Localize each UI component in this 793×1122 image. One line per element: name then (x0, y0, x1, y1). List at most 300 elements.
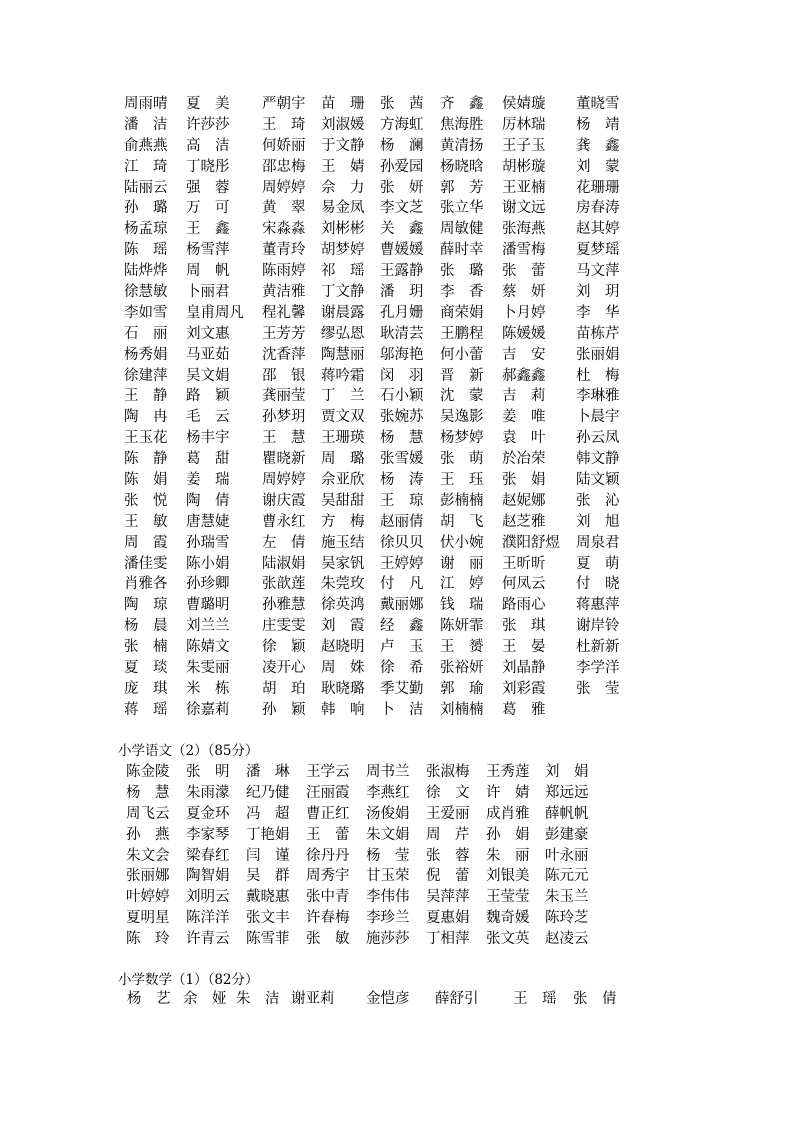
student-name: 苗 珊 (321, 96, 365, 112)
student-name: 张 萌 (440, 451, 484, 468)
student-name: 杜新新 (576, 639, 620, 656)
student-name: 江 婷 (440, 576, 484, 593)
student-name: 朱文娟 (366, 826, 410, 843)
student-name: 米 栋 (186, 680, 230, 697)
student-name: 夏 琰 (124, 660, 168, 677)
student-name: 付 晓 (576, 576, 620, 593)
student-name: 周 姝 (321, 660, 365, 677)
student-name: 张丽娟 (576, 346, 620, 363)
student-name: 易金凤 (321, 200, 365, 217)
student-name: 曹璐明 (186, 597, 230, 614)
student-name: 赵其婷 (576, 221, 620, 238)
student-name: 程礼馨 (262, 304, 306, 321)
student-name: 杨 涛 (380, 472, 424, 489)
student-name: 闵 羽 (380, 367, 424, 384)
student-name: 孙云凤 (576, 430, 620, 447)
student-name: 夏惠娟 (426, 910, 470, 927)
student-name: 王 赟 (440, 639, 484, 656)
student-name: 徐 希 (380, 660, 424, 677)
student-name: 吴逸影 (440, 409, 484, 426)
student-name: 赵丽倩 (380, 513, 424, 530)
student-name: 朱 丽 (486, 847, 530, 864)
student-name: 闫 谨 (246, 847, 290, 864)
student-name: 陶 琼 (124, 597, 168, 614)
student-name: 徐丹丹 (306, 847, 350, 864)
student-name: 王 敏 (124, 513, 168, 530)
student-name: 瞿晓新 (262, 451, 306, 468)
student-name: 汪丽霞 (306, 784, 350, 801)
student-name: 陶 冉 (124, 409, 168, 426)
student-name: 潘 玥 (380, 284, 424, 301)
student-name: 郭 瑜 (440, 680, 484, 697)
student-name: 杜 梅 (576, 367, 620, 384)
student-name: 於冶荣 (502, 451, 546, 468)
student-name: 马亚茹 (186, 346, 230, 363)
student-name: 谢 丽 (440, 555, 484, 572)
student-name: 王亚楠 (502, 179, 546, 196)
student-name: 何小蕾 (440, 346, 484, 363)
student-name: 袁 叶 (502, 430, 546, 447)
student-name: 孙梦玥 (262, 409, 306, 426)
student-name: 晋 新 (440, 367, 484, 384)
student-name: 陈洋洋 (186, 910, 230, 927)
student-name: 孙 娟 (486, 826, 530, 843)
student-name: 李伟伟 (366, 889, 410, 906)
student-name: 邬海艳 (380, 346, 424, 363)
student-name: 万 可 (186, 200, 230, 217)
student-name: 夏梦瑶 (576, 242, 620, 259)
student-name: 夏金环 (186, 805, 230, 822)
student-name: 刘淑媛 (321, 116, 365, 133)
student-name: 苗栋芹 (576, 325, 620, 342)
student-name: 杨孟琼 (124, 221, 168, 238)
student-name: 徐建萍 (124, 367, 168, 384)
student-name: 侯婧璇 (502, 96, 546, 112)
student-name: 陆文颖 (576, 472, 620, 489)
student-name: 郑远远 (545, 784, 589, 801)
student-name: 吉 安 (502, 346, 546, 363)
student-name: 李 香 (440, 284, 484, 301)
student-name: 潘 琳 (246, 764, 290, 780)
student-name: 丁 兰 (321, 388, 365, 405)
student-name: 刘 旭 (576, 513, 620, 530)
student-name: 戴丽娜 (380, 597, 424, 614)
student-name: 路 颖 (186, 388, 230, 405)
student-name: 夏明星 (126, 910, 170, 927)
student-name: 焦海胜 (440, 116, 484, 133)
student-name: 皇甫周凡 (186, 304, 244, 321)
student-name: 张歆莲 (262, 576, 306, 593)
student-name: 薛帆帆 (545, 805, 589, 822)
student-name: 施莎莎 (366, 931, 410, 948)
student-name: 孙 燕 (126, 826, 170, 843)
student-name: 王爱丽 (426, 805, 470, 822)
student-name: 周 霞 (124, 534, 168, 551)
student-name: 李 华 (576, 304, 620, 321)
student-name: 张海燕 (502, 221, 546, 238)
student-name: 刘明云 (186, 889, 230, 906)
student-name: 刘 霞 (321, 618, 365, 635)
student-name: 周秀宇 (306, 868, 350, 885)
student-name: 张 倩 (573, 991, 617, 1007)
student-name: 陶智娟 (186, 868, 230, 885)
student-name: 张丽娜 (126, 868, 170, 885)
student-name: 凌开心 (262, 660, 306, 677)
student-name: 蒋 瑶 (124, 701, 168, 718)
student-name: 王 静 (124, 388, 168, 405)
student-name: 石小颖 (380, 388, 424, 405)
student-name: 蔡 妍 (502, 284, 546, 301)
student-name: 龚 鑫 (576, 137, 620, 154)
student-name: 张淑梅 (426, 764, 470, 780)
student-name: 杨 莹 (366, 847, 410, 864)
student-name: 张 沁 (576, 492, 620, 509)
student-name: 倪 蕾 (426, 868, 470, 885)
student-name: 张 妍 (380, 179, 424, 196)
student-name: 陈 瑶 (124, 242, 168, 259)
student-name: 汤俊娟 (366, 805, 410, 822)
student-name: 蒋惠萍 (576, 597, 620, 614)
student-name: 毛 云 (186, 409, 230, 426)
student-name: 谢文远 (502, 200, 546, 217)
student-name: 周婷婷 (262, 179, 306, 196)
student-name: 王珊瑛 (321, 430, 365, 447)
student-name: 薛舒引 (435, 991, 479, 1007)
student-name: 王 琼 (380, 492, 424, 509)
student-name: 江 琦 (124, 158, 168, 175)
student-name: 董晓雪 (576, 96, 620, 112)
student-name: 胡梦婷 (321, 242, 365, 259)
student-name: 刘 玥 (576, 284, 620, 301)
student-name: 房春涛 (576, 200, 620, 217)
student-name: 王莹莹 (486, 889, 530, 906)
student-name: 龚丽莹 (262, 388, 306, 405)
student-name: 杨 慧 (126, 784, 170, 801)
student-name: 王 瑶 (513, 991, 557, 1007)
student-name: 周敏健 (440, 221, 484, 238)
student-name: 张 茜 (380, 96, 424, 112)
student-name: 陈妍霏 (440, 618, 484, 635)
student-name: 胡 珀 (262, 680, 306, 697)
student-name: 王昕昕 (502, 555, 546, 572)
student-name: 王秀莲 (486, 764, 530, 780)
student-name: 卢 玉 (380, 639, 424, 656)
student-name: 曹媛媛 (380, 242, 424, 259)
student-name: 陆烨烨 (124, 263, 168, 280)
student-name: 李燕红 (366, 784, 410, 801)
student-name: 王 婧 (321, 158, 365, 175)
student-name: 赵晓明 (321, 639, 365, 656)
student-name: 陆淑娟 (262, 555, 306, 572)
student-name: 陈婧文 (186, 639, 230, 656)
student-name: 胡彬璇 (502, 158, 546, 175)
student-name: 关 鑫 (380, 221, 424, 238)
student-name: 刘晶静 (502, 660, 546, 677)
student-name: 孙 璐 (124, 200, 168, 217)
student-name: 伏小婉 (440, 534, 484, 551)
student-name: 吴萍萍 (426, 889, 470, 906)
student-name: 张裕妍 (440, 660, 484, 677)
student-name: 杨 慧 (380, 430, 424, 447)
student-name: 濮阳舒煜 (502, 534, 560, 551)
student-name: 黄 翠 (262, 200, 306, 217)
section-title-math-1: 小学数学（1）（82分） (118, 972, 259, 988)
student-name: 夏 萌 (576, 555, 620, 572)
student-name: 赵妮娜 (502, 492, 546, 509)
student-name: 许春梅 (306, 910, 350, 927)
student-name: 姜 唯 (502, 409, 546, 426)
student-name: 厉林瑞 (502, 116, 546, 133)
student-name: 张婉苏 (380, 409, 424, 426)
student-name: 孙珍卿 (186, 576, 230, 593)
student-name: 丁相萍 (426, 931, 470, 948)
student-name: 葛 雅 (502, 701, 546, 718)
student-name: 周飞云 (126, 805, 170, 822)
student-name: 肖雅各 (124, 576, 168, 593)
student-name: 王婷婷 (380, 555, 424, 572)
student-name: 许青云 (186, 931, 230, 948)
student-name: 葛 甜 (186, 451, 230, 468)
student-name: 刘彬彬 (321, 221, 365, 238)
student-name: 方海虹 (380, 116, 424, 133)
student-name: 王子玉 (502, 137, 546, 154)
student-name: 吴家钒 (321, 555, 365, 572)
student-name: 陈玲芝 (545, 910, 589, 927)
student-name: 陶慧丽 (321, 346, 365, 363)
student-name: 王学云 (306, 764, 350, 780)
student-name: 冯 超 (246, 805, 290, 822)
student-name: 何娇丽 (262, 137, 306, 154)
student-name: 钱 瑞 (440, 597, 484, 614)
student-name: 刘银美 (486, 868, 530, 885)
student-name: 施玉结 (321, 534, 365, 551)
student-name: 张 楠 (124, 639, 168, 656)
student-name: 孙雅慧 (262, 597, 306, 614)
student-name: 唐慧婕 (186, 513, 230, 530)
student-name: 谢岸铃 (576, 618, 620, 635)
student-name: 张 蕾 (502, 263, 546, 280)
student-name: 李如雪 (124, 304, 168, 321)
student-name: 蒋吟霜 (321, 367, 365, 384)
student-name: 朱文会 (126, 847, 170, 864)
student-name: 张 璐 (440, 263, 484, 280)
student-name: 张 敏 (306, 931, 350, 948)
student-name: 张立华 (440, 200, 484, 217)
student-name: 叶婷婷 (126, 889, 170, 906)
student-name: 张 琪 (502, 618, 546, 635)
student-name: 薛时幸 (440, 242, 484, 259)
student-name: 丁晓彤 (186, 158, 230, 175)
student-name: 耿清芸 (380, 325, 424, 342)
student-name: 陈 静 (124, 451, 168, 468)
student-name: 石 丽 (124, 325, 168, 342)
student-name: 赵凌云 (545, 931, 589, 948)
student-name: 孙瑞雪 (186, 534, 230, 551)
student-name: 何凤云 (502, 576, 546, 593)
student-name: 宋淼淼 (262, 221, 306, 238)
student-name: 周 璐 (321, 451, 365, 468)
student-name: 陆丽云 (124, 179, 168, 196)
student-name: 成肖雅 (486, 805, 530, 822)
student-name: 胡 飞 (440, 513, 484, 530)
student-name: 徐 颖 (262, 639, 306, 656)
student-name: 张雪媛 (380, 451, 424, 468)
student-name: 高 洁 (186, 137, 230, 154)
student-name: 王 珏 (440, 472, 484, 489)
student-name: 周书兰 (366, 764, 410, 780)
student-name: 刘楠楠 (440, 701, 484, 718)
student-name: 谢亚莉 (291, 991, 335, 1007)
student-name: 孙 颖 (262, 701, 306, 718)
student-name: 沈香萍 (262, 346, 306, 363)
student-name: 耿晓璐 (321, 680, 365, 697)
student-name: 曹正红 (306, 805, 350, 822)
student-name: 庄雯雯 (262, 618, 306, 635)
student-name: 吴 群 (246, 868, 290, 885)
student-name: 周泉君 (576, 534, 620, 551)
student-name: 周 芹 (426, 826, 470, 843)
student-name: 金恺彦 (366, 991, 410, 1007)
student-name: 王玉花 (124, 430, 168, 447)
student-name: 缪弘恩 (321, 325, 365, 342)
student-name: 王 慧 (262, 430, 306, 447)
student-name: 朱 洁 (236, 991, 280, 1007)
student-name: 付 凡 (380, 576, 424, 593)
student-name: 周雨晴 (124, 96, 168, 112)
student-name: 潘佳雯 (124, 555, 168, 572)
student-name: 李家琴 (186, 826, 230, 843)
student-name: 李琳雅 (576, 388, 620, 405)
student-name: 徐英鸿 (321, 597, 365, 614)
student-name: 魏奇媛 (486, 910, 530, 927)
student-name: 张 莹 (576, 680, 620, 697)
student-name: 谢晨露 (321, 304, 365, 321)
student-name: 朱雨濛 (186, 784, 230, 801)
student-name: 吴甜甜 (321, 492, 365, 509)
student-name: 董青玲 (262, 242, 306, 259)
student-name: 路雨心 (502, 597, 546, 614)
student-name: 王 晏 (502, 639, 546, 656)
student-name: 郭 芳 (440, 179, 484, 196)
student-name: 彭建豪 (545, 826, 589, 843)
student-name: 邵忠梅 (262, 158, 306, 175)
student-name: 张文丰 (246, 910, 290, 927)
student-name: 张 悦 (124, 492, 168, 509)
student-name: 吴文娟 (186, 367, 230, 384)
student-name: 陈小娟 (186, 555, 230, 572)
student-name: 刘兰兰 (186, 618, 230, 635)
student-name: 李学洋 (576, 660, 620, 677)
student-name: 刘彩霞 (502, 680, 546, 697)
student-name: 卜 洁 (380, 701, 424, 718)
student-name: 梁春红 (186, 847, 230, 864)
student-name: 经 鑫 (380, 618, 424, 635)
student-name: 许 婧 (486, 784, 530, 801)
student-name: 孔月姗 (380, 304, 424, 321)
student-name: 潘雪梅 (502, 242, 546, 259)
student-name: 庞 琪 (124, 680, 168, 697)
student-name: 张文英 (486, 931, 530, 948)
student-name: 卜丽君 (186, 284, 230, 301)
student-name: 杨秀娟 (124, 346, 168, 363)
student-name: 孙爱园 (380, 158, 424, 175)
student-name: 张 明 (186, 764, 230, 780)
student-name: 王鹏程 (440, 325, 484, 342)
student-name: 赵芝雅 (502, 513, 546, 530)
student-name: 卜晨宇 (576, 409, 620, 426)
student-name: 佘 力 (321, 179, 365, 196)
student-name: 杨 晨 (124, 618, 168, 635)
student-name: 邵 银 (262, 367, 306, 384)
student-name: 张中青 (306, 889, 350, 906)
student-name: 沈 蒙 (440, 388, 484, 405)
student-name: 刘文惠 (186, 325, 230, 342)
student-name: 张 娟 (502, 472, 546, 489)
student-name: 杨雪萍 (186, 242, 230, 259)
student-name: 卜月婷 (502, 304, 546, 321)
student-name: 戴晓惠 (246, 889, 290, 906)
student-name: 杨 靖 (576, 116, 620, 133)
student-name: 黄洁雅 (262, 284, 306, 301)
student-name: 姜 瑞 (186, 472, 230, 489)
student-name: 徐嘉莉 (186, 701, 230, 718)
student-name: 陈 娟 (124, 472, 168, 489)
student-name: 方 梅 (321, 513, 365, 530)
student-name: 李文芝 (380, 200, 424, 217)
student-name: 周婷婷 (262, 472, 306, 489)
student-name: 陈媛媛 (502, 325, 546, 342)
student-name: 潘 洁 (124, 116, 168, 133)
student-name: 陈雨婷 (262, 263, 306, 280)
student-name: 许莎莎 (186, 116, 230, 133)
student-name: 甘玉荣 (366, 868, 410, 885)
student-name: 徐慧敏 (124, 284, 168, 301)
student-name: 陈雪菲 (246, 931, 290, 948)
student-name: 徐 文 (426, 784, 470, 801)
student-name: 季艾勤 (380, 680, 424, 697)
student-name: 于文静 (321, 137, 365, 154)
student-name: 马文萍 (576, 263, 620, 280)
student-name: 杨 艺 (127, 991, 171, 1007)
student-name: 黄清扬 (440, 137, 484, 154)
student-name: 王 蕾 (306, 826, 350, 843)
student-name: 王芳芳 (262, 325, 306, 342)
student-name: 陈金陵 (126, 764, 170, 780)
student-name: 曹永红 (262, 513, 306, 530)
student-name: 杨 澜 (380, 137, 424, 154)
student-name: 张 蓉 (426, 847, 470, 864)
student-name: 彭楠楠 (440, 492, 484, 509)
student-name: 丁文静 (321, 284, 365, 301)
student-name: 贾文双 (321, 409, 365, 426)
student-name: 齐 鑫 (440, 96, 484, 112)
student-name: 李珍兰 (366, 910, 410, 927)
student-name: 王 琦 (262, 116, 306, 133)
student-name: 商荣娟 (440, 304, 484, 321)
student-name: 丁艳娟 (246, 826, 290, 843)
student-name: 俞燕燕 (124, 137, 168, 154)
student-name: 余 娅 (183, 991, 227, 1007)
student-name: 吉 莉 (502, 388, 546, 405)
student-name: 王 鑫 (186, 221, 230, 238)
student-name: 陶 倩 (186, 492, 230, 509)
student-name: 刘 娟 (545, 764, 589, 780)
student-name: 刘 蒙 (576, 158, 620, 175)
student-name: 严朝宇 (262, 96, 306, 112)
section-title-chinese-2: 小学语文（2）（85分） (118, 743, 259, 759)
student-name: 周 帆 (186, 263, 230, 280)
student-name: 纪乃健 (246, 784, 290, 801)
